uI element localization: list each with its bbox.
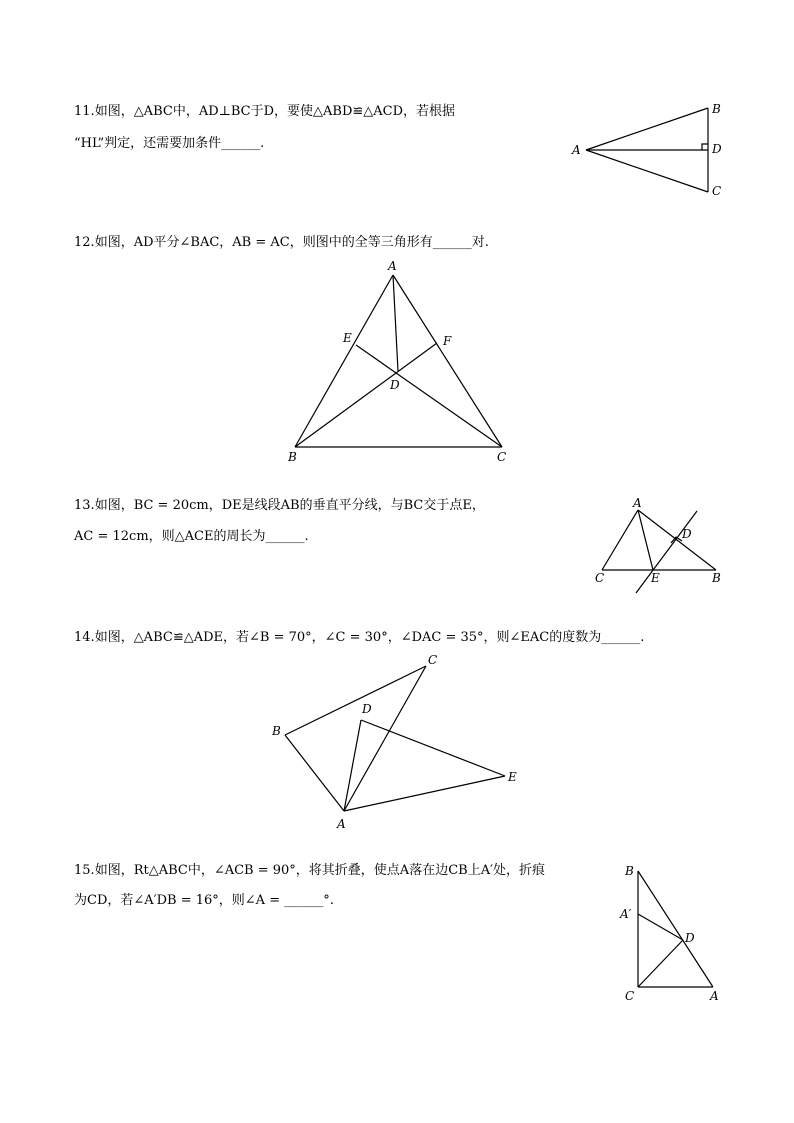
problem-12-figure [280,255,520,470]
problem-text: 如图，△ABC≌△ADE，若∠B = 70°，∠C = 30°，∠DAC = 35°，则∠EAC的度数为______. [94,630,645,645]
label-c: C [497,450,507,464]
label-c: C [625,989,635,1003]
label-b: B [288,450,297,464]
segment-ae [638,510,653,570]
segment-ac [586,150,708,192]
label-e: E [343,331,352,345]
label-b: B [272,724,281,738]
segment-de [361,720,505,776]
perpendicular-bisector [636,511,697,593]
problem-number: 12. [74,235,95,250]
segment-ce [356,345,502,447]
segment-bc [285,666,426,735]
segment-bf [295,343,437,447]
problem-number: 11. [74,104,95,119]
label-d: D [682,527,692,541]
label-a: A [633,496,642,510]
segment-cd-fold [638,940,683,987]
label-e: E [508,770,517,784]
segment-ab [638,510,716,570]
problem-text: 如图，Rt△ABC中，∠ACB = 90°，将其折叠，使点A落在边CB上A′处，折痕 [94,863,546,878]
right-angle-mark [702,144,708,150]
label-e: E [651,571,660,585]
segment-ba [638,871,713,987]
label-b: B [712,102,721,116]
problem-13-line-2 [74,527,309,547]
label-b: B [712,571,721,585]
label-b: B [625,864,634,878]
label-a-prime: A′ [620,907,632,921]
problem-text: 为CD，若∠A′DB = 16°，则∠A = ______°. [74,893,334,908]
problem-number: 14. [74,630,95,645]
label-f: F [443,334,452,348]
problem-12-line-1 [74,233,489,253]
label-d: D [712,142,722,156]
problem-text: 如图，AD平分∠BAC，AB = AC，则图中的全等三角形有______对. [94,235,489,250]
problem-13-line-1 [74,496,485,516]
segment-ab [586,108,708,150]
label-d: D [390,378,400,392]
problem-15-figure [610,860,740,1010]
label-c: C [428,653,438,667]
label-d: D [685,931,695,945]
label-d: D [362,702,372,716]
problem-11-line-1 [74,102,455,122]
problem-15-line-2 [74,891,334,911]
label-c: C [712,184,722,198]
problem-text: AC = 12cm，则△ACE的周长为______. [74,529,309,544]
problem-number: 13. [74,498,95,513]
problem-14-figure [265,645,530,835]
segment-a1d [638,914,683,940]
label-a: A [388,259,397,273]
segment-ac [393,275,502,447]
segment-ad [344,720,361,811]
label-a: A [710,989,719,1003]
problem-11-figure [560,95,740,205]
problem-text: 如图，BC = 20cm，DE是线段AB的垂直平分线，与BC交于点E， [94,498,485,513]
problem-text: 如图，△ABC中，AD⊥BC于D，要使△ABD≌△ACD，若根据 [94,104,456,119]
label-a: A [572,143,581,157]
problem-13-figure [590,493,730,588]
label-a: A [337,817,346,831]
segment-ad [393,275,398,371]
problem-number: 15. [74,863,95,878]
problem-11-line-2 [74,134,264,154]
segment-ac [602,510,638,570]
label-c: C [595,571,605,585]
segment-ac [344,666,426,811]
segment-ae [344,776,505,811]
problem-15-line-1 [74,861,545,881]
segment-ba [285,735,344,811]
problem-text: “HL”判定，还需要加条件______. [74,136,265,151]
